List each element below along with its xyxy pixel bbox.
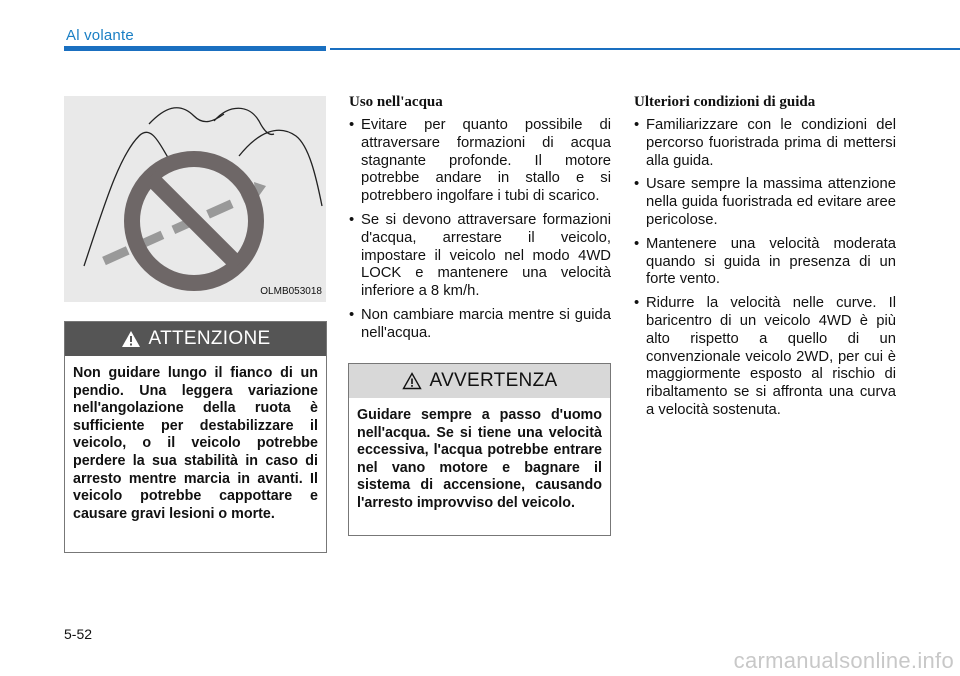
- attention-text: Non guidare lungo il fianco di un pendio. Una leggera variazione nell'angolazione della ruota è sufficiente per destabilizzare il veicolo, o il veicolo potrebbe perdere la sua stabilità in caso di arresto mentre marcia in avanti. Il veicolo potrebbe cappottare e causare gravi lesioni o morte.: [73, 365, 318, 522]
- header-rule-thin: [330, 48, 960, 50]
- attention-box: [64, 321, 327, 553]
- section-title: Al volante: [66, 27, 134, 44]
- figure-code: OLMB053018: [260, 286, 322, 297]
- list-item: • Familiarizzare con le condizioni del percorso fuoristrada prima di mettersi alla guida.: [634, 117, 896, 170]
- list-item: • Non cambiare marcia mentre si guida nell'acqua.: [349, 307, 611, 343]
- warning-triangle-icon: [402, 372, 422, 390]
- attention-header: [65, 322, 326, 356]
- attention-title: ATTENZIONE: [148, 328, 271, 349]
- conditions-heading: Ulteriori condizioni di guida: [634, 94, 816, 110]
- warning-title: AVVERTENZA: [429, 370, 558, 391]
- water-section: [349, 94, 611, 349]
- warning-triangle-icon: [121, 330, 141, 348]
- page-number: 5-52: [64, 626, 93, 642]
- warning-box: [348, 363, 611, 536]
- list-item: • Ridurre la velocità nelle curve. Il baricentro di un veicolo 4WD è più alto rispetto a quello di un convenzionale veicolo 2WD, per cui è maggiormente esposto al rischio di ribaltamento se si affronta una curva a velocità sostenuta.: [634, 295, 896, 420]
- water-heading: Uso nell'acqua: [349, 94, 443, 110]
- conditions-section: [634, 94, 896, 426]
- list-item: • Mantenere una velocità moderata quando si guida in presenza di un forte vento.: [634, 236, 896, 289]
- slope-prohibition-drawing: [64, 96, 326, 302]
- illustration-no-slope-driving: [64, 96, 326, 302]
- warning-header: [349, 364, 610, 398]
- warning-text: Guidare sempre a passo d'uomo nell'acqua. Se si tiene una velocità eccessiva, l'acqua potrebbe entrare nel vano motore e bagnare il sistema di accensione, causando l'arresto improvviso del veicolo.: [357, 407, 602, 511]
- header-rule-thick: [64, 46, 326, 51]
- list-item: • Evitare per quanto possibile di attraversare formazioni di acqua stagnante profonde. Il motore potrebbe andare in stallo e si potrebbero ingolfare i tubi di scarico.: [349, 117, 611, 206]
- watermark: carmanualsonline.info: [733, 648, 954, 673]
- list-item: • Usare sempre la massima attenzione nella guida fuoristrada ed evitare aree pericolose.: [634, 176, 896, 229]
- list-item: • Se si devono attraversare formazioni d'acqua, arrestare il veicolo, impostare il veicolo nel modo 4WD LOCK e mantenere una velocità inferiore a 8 km/h.: [349, 212, 611, 301]
